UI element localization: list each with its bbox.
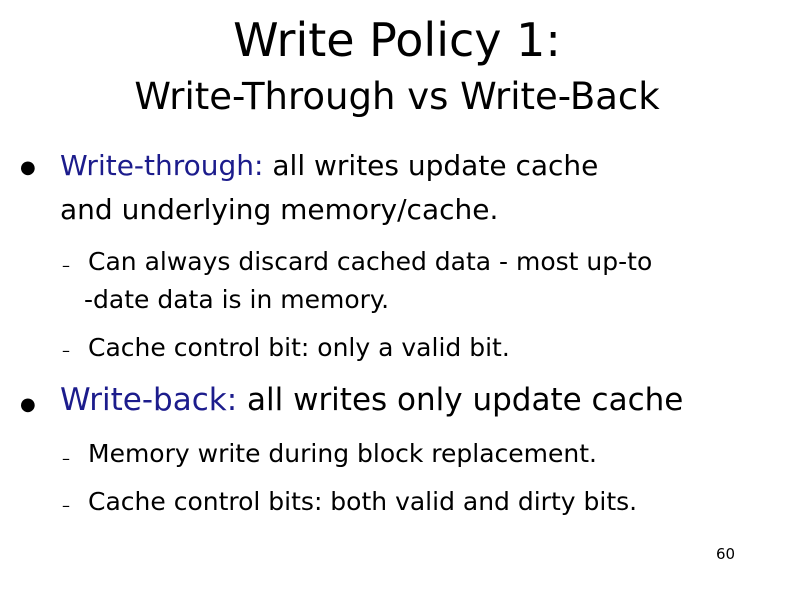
subbullet-discard-line2: -date data is in memory. — [84, 285, 390, 314]
subbullet-dash: – — [62, 449, 70, 468]
bullet-text: all writes only update cache — [237, 382, 684, 418]
subbullet-dirty-bits: Cache control bits: both valid and dirty bits. — [88, 487, 638, 516]
term-write-through: Write-through: — [60, 149, 264, 182]
bullet-marker: ● — [20, 157, 36, 178]
bullet-text: all writes update cache — [263, 149, 599, 182]
page-number: 60 — [716, 545, 736, 563]
bullet-text-continued: and underlying memory/cache. — [60, 193, 499, 226]
slide-subtitle: Write-Through vs Write-Back — [134, 75, 660, 118]
subbullet-valid-bit: Cache control bit: only a valid bit. — [88, 333, 510, 362]
bullet-write-through — [60, 146, 598, 186]
term-write-back: Write-back: — [60, 382, 238, 418]
subbullet-discard-line1: Can always discard cached data - most up-to — [88, 247, 653, 276]
bullet-marker: ● — [20, 394, 36, 415]
subbullet-dash: – — [62, 496, 70, 515]
slide-title: Write Policy 1: — [233, 13, 561, 67]
subbullet-memory-write: Memory write during block replacement. — [88, 439, 597, 468]
subbullet-dash: – — [62, 341, 70, 360]
subbullet-dash: – — [62, 256, 70, 275]
bullet-write-back — [60, 380, 683, 420]
